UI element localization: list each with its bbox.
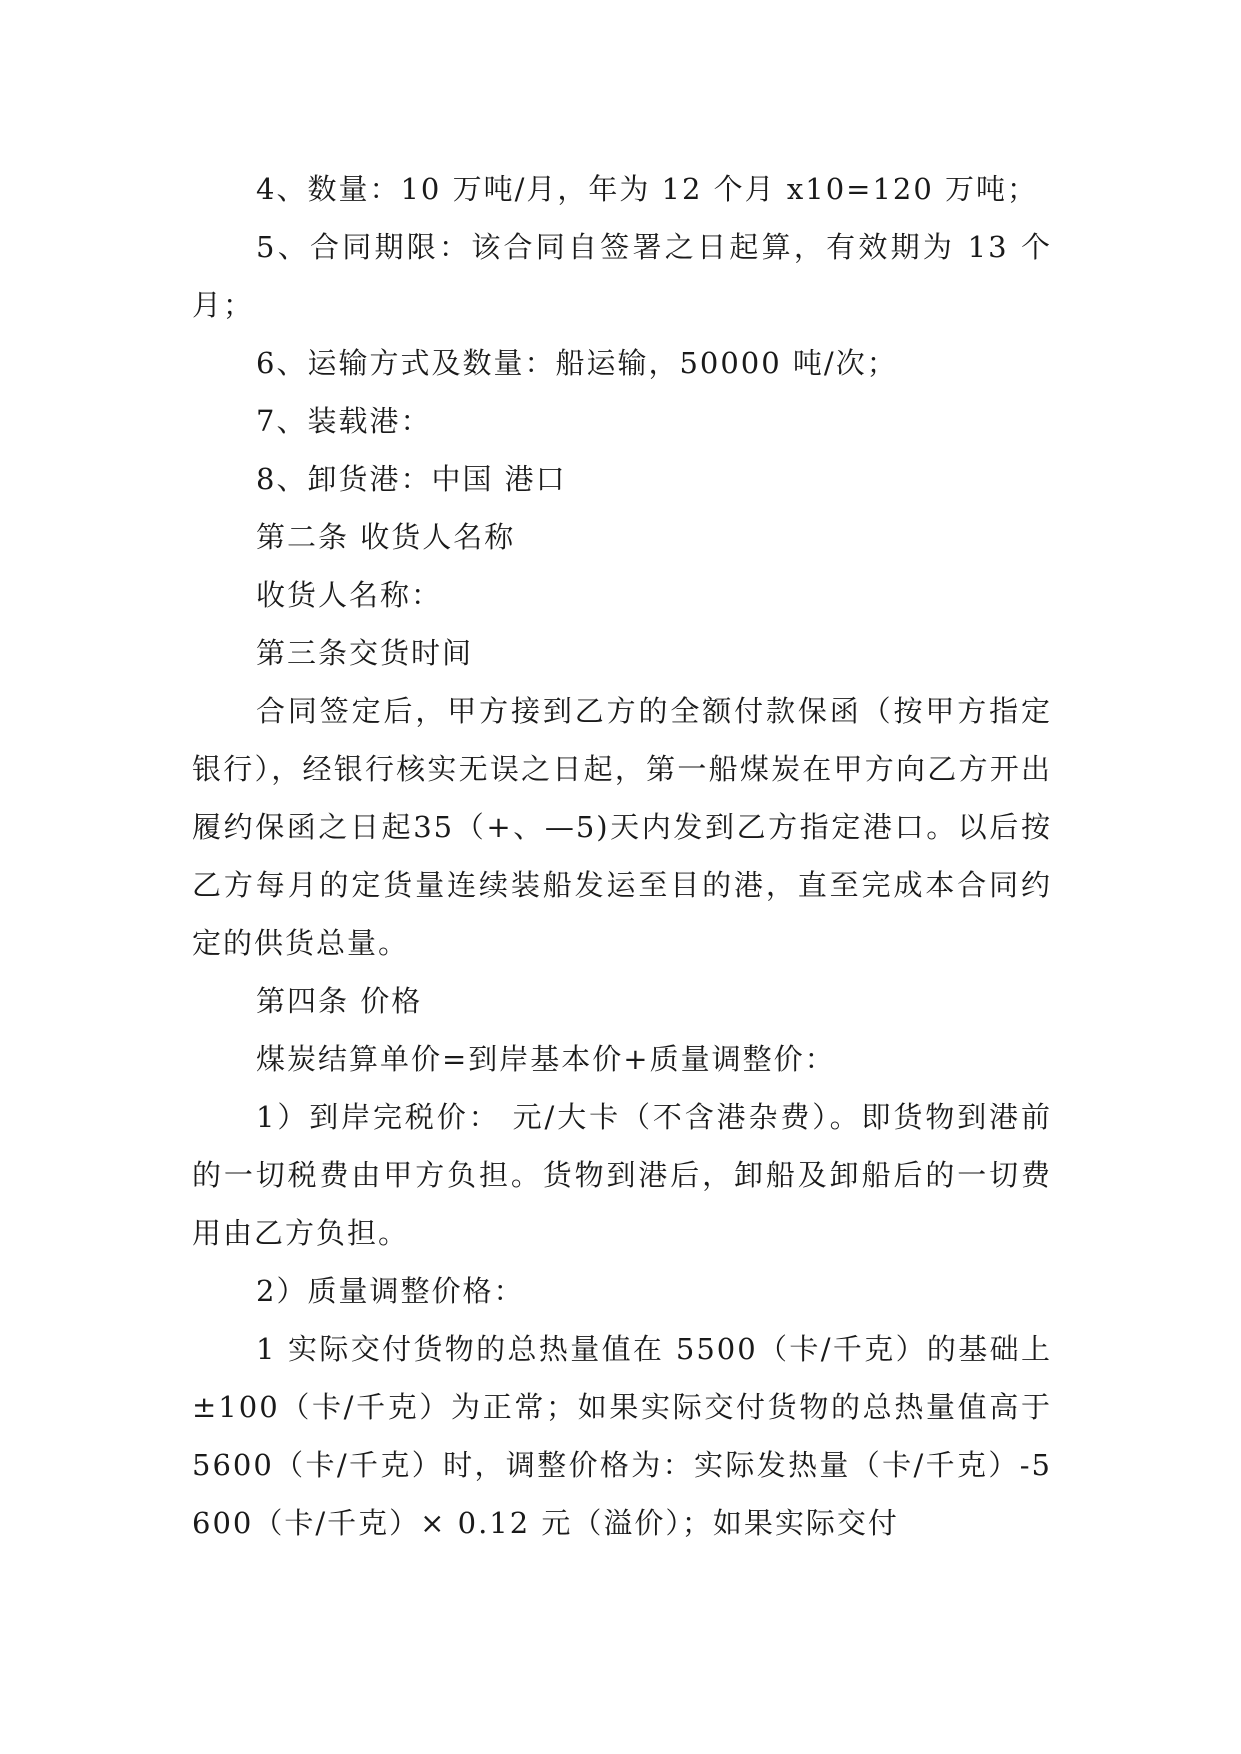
delivery-time-paragraph: 合同签定后，甲方接到乙方的全额付款保函（按甲方指定银行），经银行核实无误之日起，第一船煤炭在甲方向乙方开出履约保函之日起35（+、—5)天内发到乙方指定港口。以后按乙方每月的定货量连续装船发运至目的港，直至完成本合同约定的供货总量。 [192,694,1052,960]
consignee-name-line: 收货人名称： [256,578,443,612]
clause-contract-term: 5、合同期限：该合同自签署之日起算，有效期为 13 个月； [192,230,1052,322]
clause-loading-port: 7、装载港： [256,404,432,438]
calorific-value-paragraph: 1 实际交付货物的总热量值在 5500（卡/千克）的基础上±100（卡/千克）为正常；如果实际交付货物的总热量值高于 5600（卡/千克）时，调整价格为：实际发热量（卡/千克）-5600（卡/千克）× 0.12 元（溢价）；如果实际交付 [192,1332,1052,1540]
article-four-heading: 第四条 价格 [256,984,423,1018]
landed-price-paragraph: 1）到岸完税价： 元/大卡（不含港杂费）。即货物到港前的一切税费由甲方负担。货物到港后，卸船及卸船后的一切费用由乙方负担。 [192,1100,1052,1250]
clause-quantity: 4、数量：10 万吨/月，年为 12 个月 x10=120 万吨； [256,172,1039,206]
document-body [192,160,1052,1552]
clause-discharge-port: 8、卸货港：中国 港口 [256,462,567,496]
article-three-heading: 第三条交货时间 [256,636,474,670]
price-formula-line: 煤炭结算单价=到岸基本价+质量调整价： [256,1042,836,1076]
quality-adjustment-heading: 2）质量调整价格： [256,1274,525,1308]
article-two-heading: 第二条 收货人名称 [256,520,516,554]
clause-transport: 6、运输方式及数量：船运输，50000 吨/次； [256,346,898,380]
